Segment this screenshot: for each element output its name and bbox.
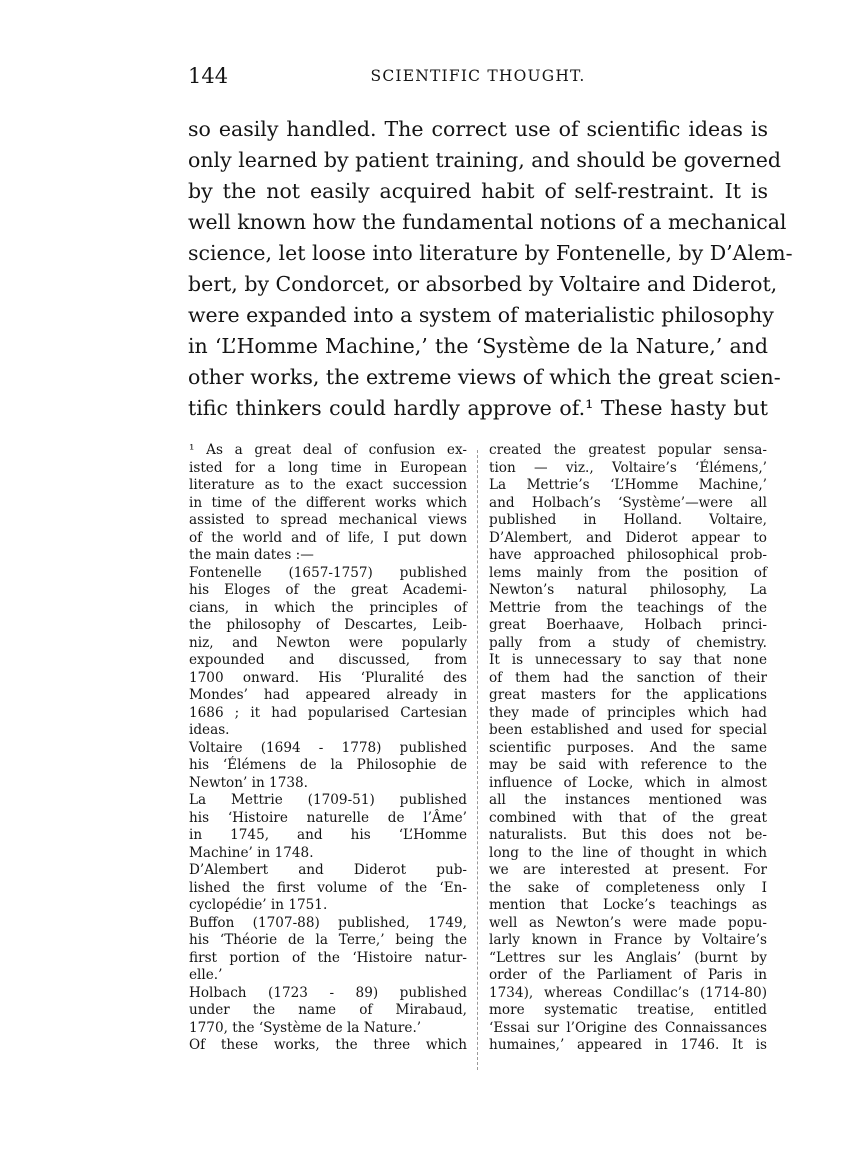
footnote-line: 1734), whereas Condillac’s (1714-80) xyxy=(489,984,767,1001)
footnote-line: assisted to spread mechanical views xyxy=(189,512,467,528)
footnote-line: his Eloges of the great Academi- xyxy=(189,582,467,598)
footnote-line: Buffon (1707-88) published, 1749, xyxy=(189,914,467,931)
footnote-line: have approached philosophical prob- xyxy=(489,547,767,563)
footnote-line: expounded and discussed, from xyxy=(189,652,467,668)
body-line: only learned by patient training, and should be governed xyxy=(188,148,781,172)
footnote-line: been established and used for special xyxy=(489,722,767,738)
footnote-line: created the greatest popular sensa- xyxy=(489,442,767,458)
footnote-line: ‘Essai sur l’Origine des Connaissances xyxy=(489,1019,767,1036)
footnote-line: of the world and of life, I put down xyxy=(189,529,467,546)
footnote-line: order of the Parliament of Paris in xyxy=(489,967,767,983)
footnote-line: lished the first volume of the ‘En- xyxy=(189,879,467,896)
body-line: science, let loose into literature by Fontenelle, by D’Alem- xyxy=(188,241,793,265)
main-body-text xyxy=(188,114,793,424)
footnote-line: La Mettrie (1709-51) published xyxy=(189,792,467,808)
footnote-right-column xyxy=(489,442,767,1055)
footnote-line: and Holbach’s ‘Système’—were all xyxy=(489,494,767,511)
footnote-line: they made of principles which had xyxy=(489,704,767,721)
footnote-line: La Mettrie’s ‘L’Homme Machine,’ xyxy=(489,477,767,493)
footnote-line: scientific purposes. And the same xyxy=(489,739,767,756)
footnote-line: great Boerhaave, Holbach princi- xyxy=(489,617,767,633)
footnote-line: of them had the sanction of their xyxy=(489,669,767,686)
footnote-line: Mondes’ had appeared already in xyxy=(189,687,467,703)
footnote-line: D’Alembert and Diderot pub- xyxy=(189,862,467,878)
page-header xyxy=(188,64,768,90)
footnote-line: tion — viz., Voltaire’s ‘Élémens,’ xyxy=(489,459,767,476)
body-line: in ‘L’Homme Machine,’ the ‘Système de la Nature,’ and xyxy=(188,334,768,358)
body-line: so easily handled. The correct use of scientific ideas is xyxy=(188,117,768,141)
footnote-line: Holbach (1723 - 89) published xyxy=(189,984,467,1001)
running-head: SCIENTIFIC THOUGHT. xyxy=(370,67,586,85)
footnote-line: more systematic treatise, entitled xyxy=(489,1002,767,1018)
footnote-line: larly known in France by Voltaire’s xyxy=(489,932,767,948)
footnote-line: naturalists. But this does not be- xyxy=(489,827,767,843)
footnote-line: great masters for the applications xyxy=(489,687,767,703)
footnote-line: Of these works, the three which xyxy=(189,1037,467,1053)
footnote-line: long to the line of thought in which xyxy=(489,844,767,861)
footnote-line: the sake of completeness only I xyxy=(489,879,767,896)
footnote-line: Fontenelle (1657-1757) published xyxy=(189,564,467,581)
footnote-line: Newton’ in 1738. xyxy=(189,774,308,791)
footnote-line: may be said with reference to the xyxy=(489,757,767,773)
footnote-line: 1770, the ‘Système de la Nature.’ xyxy=(189,1019,422,1036)
footnote-line: Machine’ in 1748. xyxy=(189,844,314,861)
footnote-line: Mettrie from the teachings of the xyxy=(489,599,767,616)
footnote-line: in 1745, and his ‘L’Homme xyxy=(189,827,467,843)
footnote-line: 1700 onward. His ‘Pluralité des xyxy=(189,669,467,686)
footnote-line: It is unnecessary to say that none xyxy=(489,652,767,668)
footnote-line: niz, and Newton were popularly xyxy=(189,634,467,651)
footnote-line: we are interested at present. For xyxy=(489,862,767,878)
footnote-line: all the instances mentioned was xyxy=(489,792,767,808)
column-divider xyxy=(477,450,478,1070)
footnote-line: combined with that of the great xyxy=(489,809,767,826)
footnote-line: lems mainly from the position of xyxy=(489,564,767,581)
body-line: bert, by Condorcet, or absorbed by Voltaire and Diderot, xyxy=(188,272,778,296)
footnote-line: his ‘Histoire naturelle de l’Âme’ xyxy=(189,809,467,826)
footnote-line: well as Newton’s were made popu- xyxy=(489,914,767,931)
footnote-line: elle.’ xyxy=(189,967,223,983)
footnote-line: 1686 ; it had popularised Cartesian xyxy=(189,704,467,721)
footnote-line: cians, in which the principles of xyxy=(189,599,467,616)
footnote-line: humaines,’ appeared in 1746. It is xyxy=(489,1037,767,1053)
footnote-line: D’Alembert, and Diderot appear to xyxy=(489,529,767,546)
footnote-line: in time of the different works which xyxy=(189,494,467,511)
footnote-line: first portion of the ‘Histoire natur- xyxy=(189,949,467,966)
body-line: well known how the fundamental notions of a mechanical xyxy=(188,210,787,234)
page-number: 144 xyxy=(188,64,229,88)
footnote-line: his ‘Théorie de la Terre,’ being the xyxy=(189,932,467,948)
footnote-line: “Lettres sur les Anglais’ (burnt by xyxy=(489,949,767,966)
footnote-line: isted for a long time in European xyxy=(189,459,467,476)
footnote-line: the main dates :— xyxy=(189,547,314,563)
footnote-line: his ‘Élémens de la Philosophie de xyxy=(189,757,467,773)
footnote-line: the philosophy of Descartes, Leib- xyxy=(189,617,467,633)
footnote-line: influence of Locke, which in almost xyxy=(489,774,767,791)
footnote-line: ¹ As a great deal of confusion ex- xyxy=(189,442,467,458)
footnote-left-column xyxy=(189,442,467,1055)
footnote-line: Voltaire (1694 - 1778) published xyxy=(189,739,467,756)
footnote-line: literature as to the exact succession xyxy=(189,477,467,493)
footnote-line: mention that Locke’s teachings as xyxy=(489,897,767,913)
body-line: tific thinkers could hardly approve of.¹ These hasty but xyxy=(188,396,768,420)
footnote-line: Newton’s natural philosophy, La xyxy=(489,582,767,598)
footnote-line: ideas. xyxy=(189,722,230,738)
footnote-line: cyclopédie’ in 1751. xyxy=(189,897,328,913)
footnote-line: pally from a study of chemistry. xyxy=(489,634,767,651)
footnote-line: published in Holland. Voltaire, xyxy=(489,512,767,528)
body-line: other works, the extreme views of which the great scien- xyxy=(188,365,781,389)
footnote-line: under the name of Mirabaud, xyxy=(189,1002,467,1018)
body-line: by the not easily acquired habit of self-restraint. It is xyxy=(188,179,768,203)
body-line: were expanded into a system of materialistic philosophy xyxy=(188,303,774,327)
